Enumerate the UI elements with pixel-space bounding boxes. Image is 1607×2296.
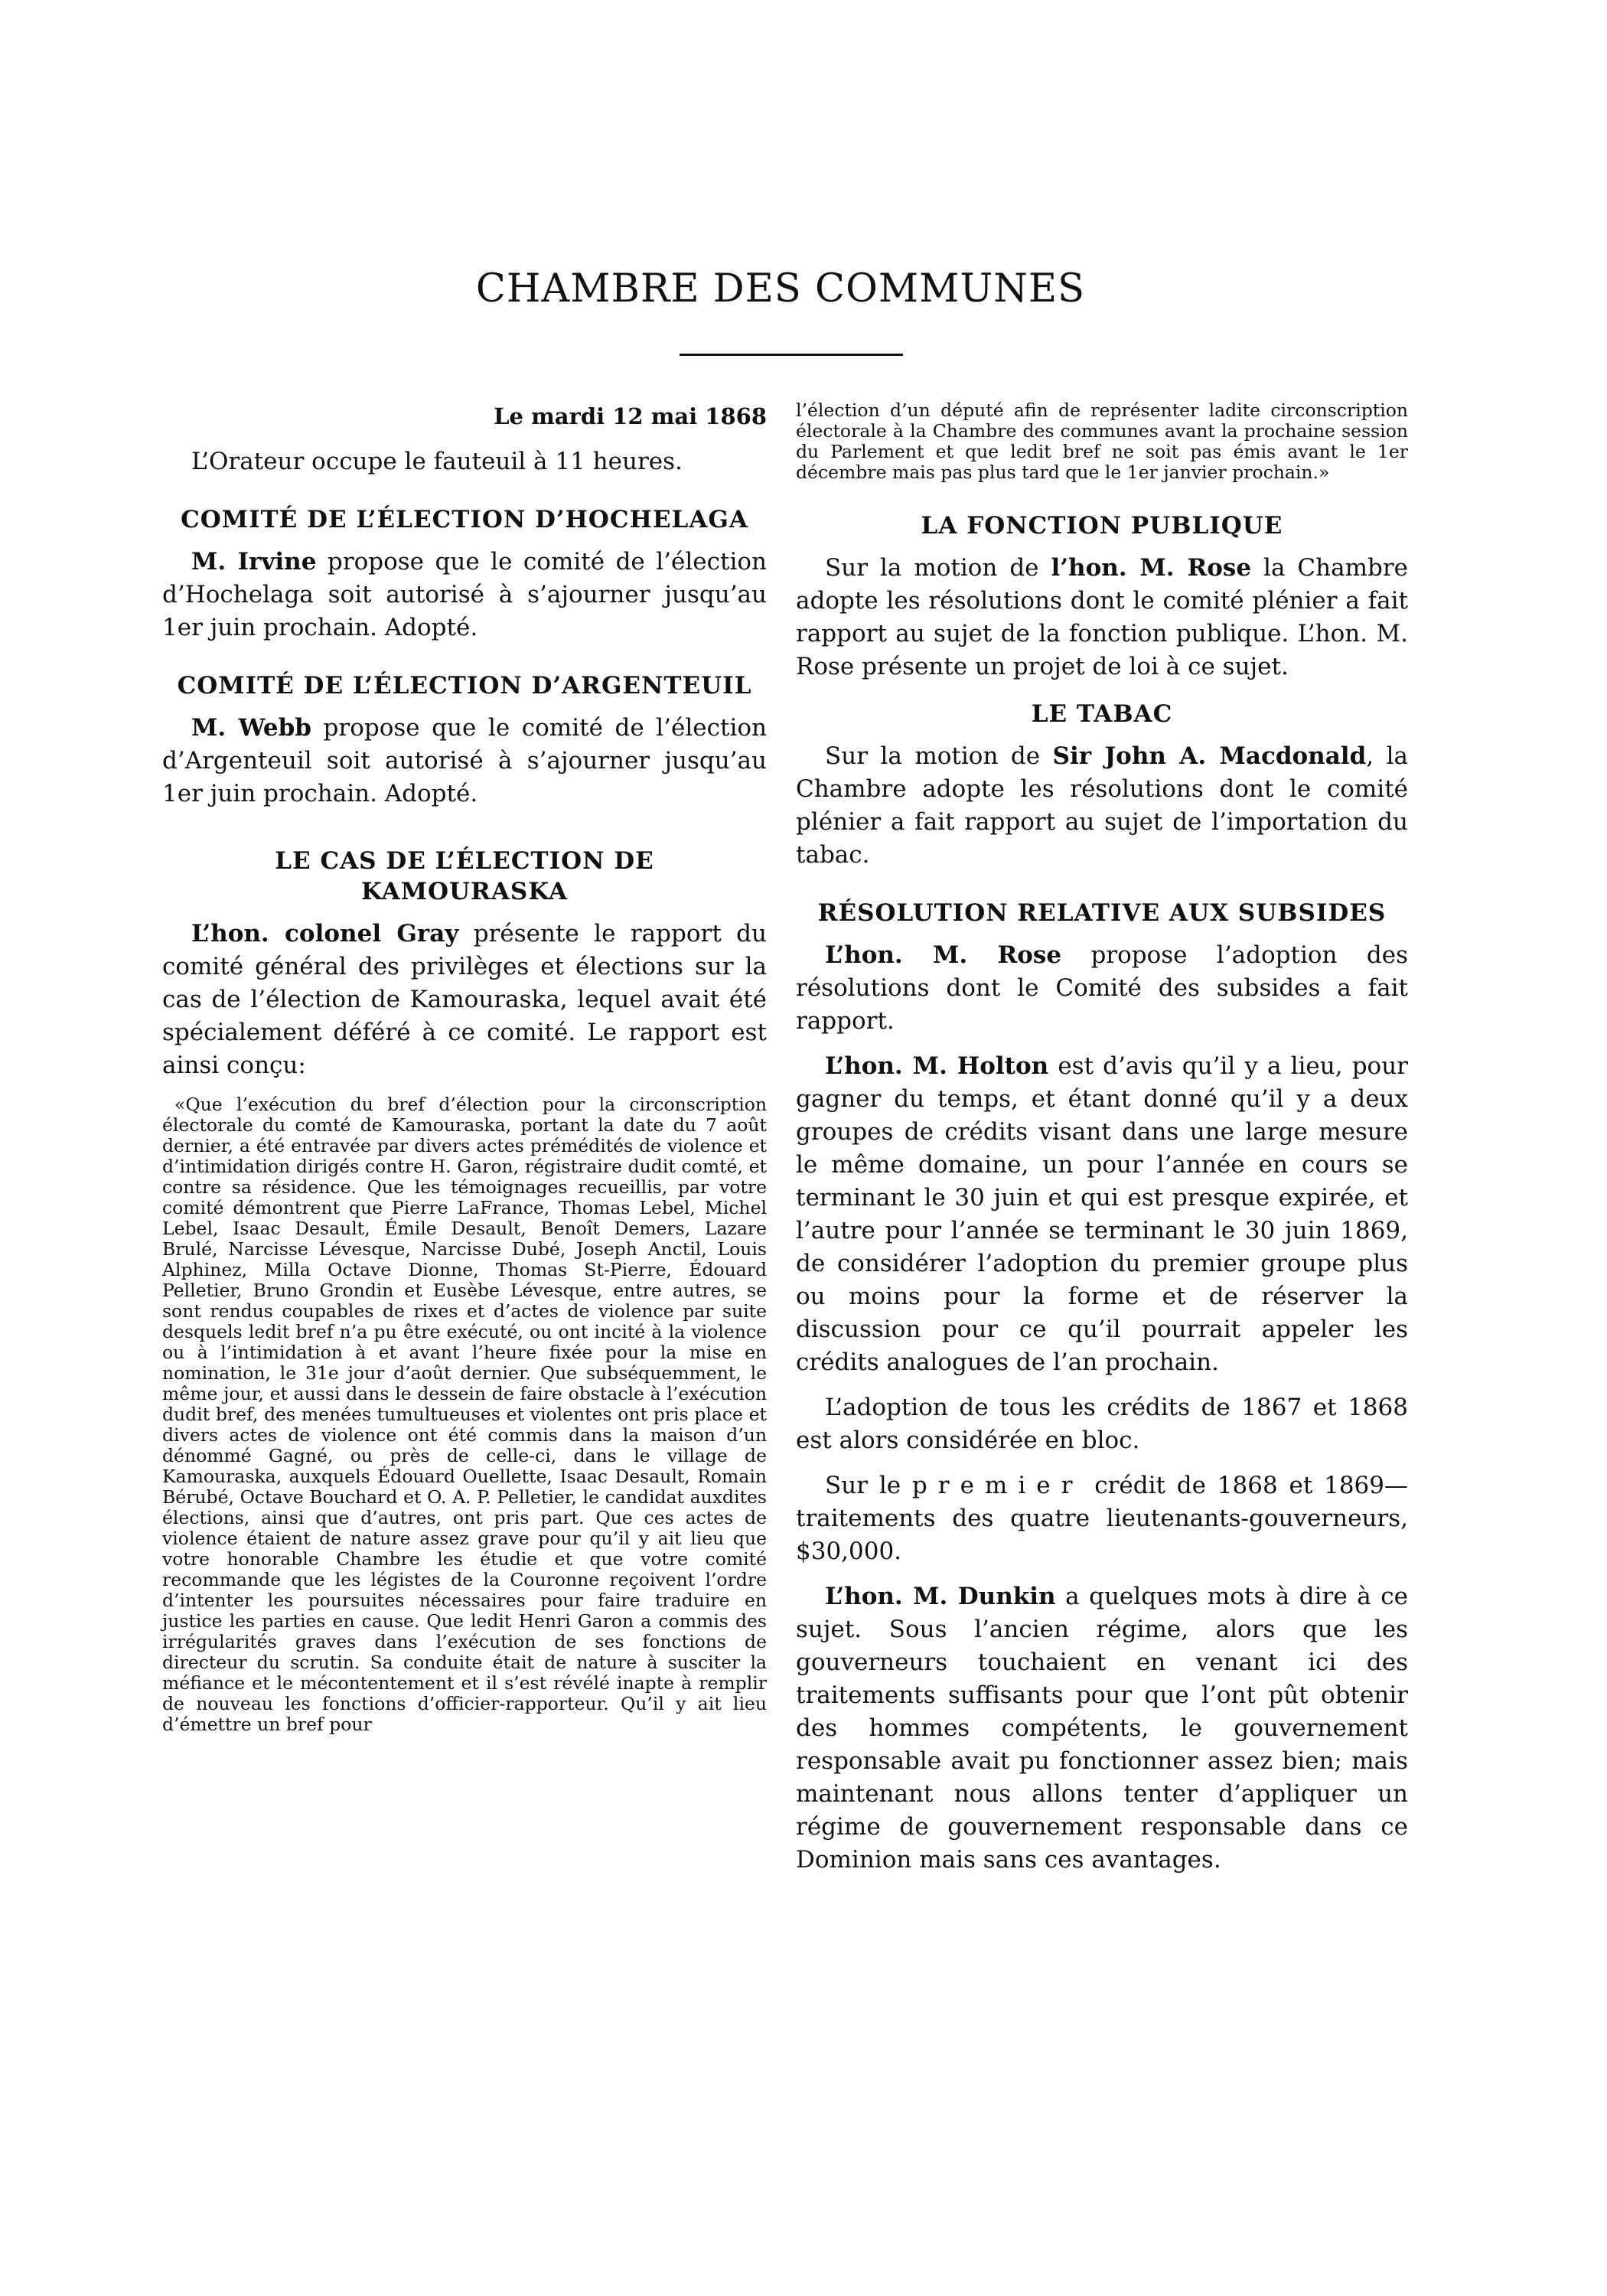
spaced-word: premier <box>911 1472 1084 1499</box>
left-column <box>162 400 767 1747</box>
committee-report: «Que l’exécution du bref d’élection pour la circonscription électorale du comté de Kamouraska, portant la date du 7 août dernier, a été entravée par divers actes prémédités de violence et d’intimidation dirigés contre H. Garon, régistraire dudit comté, et contre sa résidence. Que les témoignages recueillis, par votre comité démontrent que Pierre LaFrance, Thomas Lebel, Michel Lebel, Isaac Desault, Émile Desault, Benoît Demers, Lazare Brulé, Narcisse Lévesque, Narcisse Dubé, Joseph Anctil, Louis Alphinez, Milla Octave Dionne, Thomas St-Pierre, Édouard Pelletier, Bruno Grondin et Eusèbe Lévesque, entre autres, se sont rendus coupables de rixes et d’actes de violence par suite desquels ledit bref n’a pu être exécuté, ou ont incité à la violence ou à l’intimidation à et avant l’heure fixée pour la mise en nomination, le 31e jour d’août dernier. Que subséquemment, le même jour, et aussi dans le dessein de faire obstacle à l’exécution dudit bref, des menées tumultueuses et violentes ont pris place et divers actes de violence ont été commis dans la maison d’un dénommé Gagné, ou près de celle-ci, dans le village de Kamouraska, auxquels Édouard Ouellette, Isaac Desault, Romain Bérubé, Octave Bouchard et O. A. P. Pelletier, le candidat auxdites élections, ainsi que d’autres, ont pris part. Que ces actes de violence étaient de nature assez grave pour qu’il y ait lieu que votre honorable Chambre les étudie et que votre comité recommande que les légistes de la Couronne reçoivent l’ordre d’intenter les poursuites nécessaires pour faire traduire en justice les parties en cause. Que ledit Henri Garon a commis des irrégularités graves dans l’exécution de ses fonctions de directeur du scrutin. Sa conduite était de nature à susciter la méfiance et le mécontentement et il s’est révélé inapte à remplir de nouveau les fonctions d’officier-rapporteur. Qu’il y ait lieu d’émettre un bref pour <box>162 1094 767 1735</box>
heading-argenteuil: COMITÉ DE L’ÉLECTION D’ARGENTEUIL <box>177 672 752 700</box>
speaker-name: L’hon. M. Dunkin <box>825 1583 1056 1610</box>
paragraph-tabac <box>796 740 1408 872</box>
speaker-name: M. Webb <box>191 714 311 742</box>
speaker-name: L’hon. M. Holton <box>825 1052 1049 1080</box>
heading-line: KAMOURASKA <box>360 878 569 905</box>
paragraph-text: , la Chambre adopte les résolutions dont le comité plénier a fait rapport au sujet de l’importation du tabac. <box>796 742 1408 869</box>
paragraph-text: la Chambre adopte les résolutions dont le comité plénier a fait rapport au sujet de la fonction publique. L’hon. M. Rose présente un projet de loi à ce sujet. <box>796 554 1408 680</box>
paragraph-subsides-5 <box>796 1580 1408 1877</box>
paragraph-fonction-publique <box>796 552 1408 683</box>
heading-fonction-publique: LA FONCTION PUBLIQUE <box>921 512 1283 540</box>
right-column <box>796 400 1408 1889</box>
speaker-name: M. Irvine <box>191 548 317 576</box>
paragraph-text: a quelques mots à dire à ce sujet. Sous l’ancien régime, alors que les gouverneurs touchaient en venant ici des traitements suffisants pour que l’ont pût obtenir des hommes compétents, le gouvernement responsable avait pu fonctionner assez bien; mais maintenant nous allons tenter d’appliquer un régime de gouvernement responsable dans ce Dominion mais sans ces avantages. <box>796 1583 1408 1874</box>
speaker-name: L’hon. M. Rose <box>825 941 1062 969</box>
heading-hochelaga: COMITÉ DE L’ÉLECTION D’HOCHELAGA <box>181 506 748 533</box>
paragraph-argenteuil <box>162 712 767 810</box>
paragraph-text: propose l’adoption des résolutions dont le Comité des subsides a fait rapport. <box>796 941 1408 1035</box>
paragraph-text: Sur le <box>825 1472 912 1499</box>
heading-line: LE CAS DE L’ÉLECTION DE <box>275 847 654 875</box>
paragraph-text: crédit de 1868 et 1869—traitements des quatre lieutenants-gouverneurs, $30,000. <box>796 1472 1408 1565</box>
title-rule <box>680 354 903 356</box>
paragraph-subsides-1 <box>796 939 1408 1038</box>
speaker-name: l’hon. M. Rose <box>1051 554 1252 582</box>
paragraph-subsides-3: L’adoption de tous les crédits de 1867 et 1868 est alors considérée en bloc. <box>796 1394 1408 1454</box>
heading-kamouraska <box>162 846 767 907</box>
sitting-date: Le mardi 12 mai 1868 <box>494 403 767 429</box>
page-title: CHAMBRE DES COMMUNES <box>475 266 1086 311</box>
paragraph-text: est d’avis qu’il y a lieu, pour gagner du temps, et étant donné qu’il y a deux groupes de crédits visant dans une large mesure le même domaine, un pour l’année en cours se terminant le 30 juin et qui est presque expirée, et l’autre pour l’année se terminant le 30 juin 1869, de considérer l’adoption du premier groupe plus ou moins pour la forme et de réserver la discussion pour ce qu’il pourrait appeler les crédits analogues de l’an prochain. <box>796 1052 1408 1376</box>
paragraph-subsides-4 <box>796 1469 1408 1568</box>
heading-subsides: RÉSOLUTION RELATIVE AUX SUBSIDES <box>817 899 1387 927</box>
paragraph-text: propose que le comité de l’élection d’Argenteuil soit autorisé à s’ajourner jusqu’au 1er juin prochain. Adopté. <box>162 714 767 807</box>
paragraph-text: Sur la motion de <box>825 554 1051 582</box>
heading-tabac: LE TABAC <box>1031 700 1173 728</box>
paragraph-text: présente le rapport du comité général des privilèges et élections sur la cas de l’élection de Kamouraska, lequel avait été spécialement déféré à ce comité. Le rapport est ainsi conçu: <box>162 920 767 1079</box>
paragraph-hochelaga <box>162 546 767 644</box>
paragraph-kamouraska <box>162 918 767 1082</box>
paragraph-subsides-2 <box>796 1050 1408 1379</box>
committee-report-continued: l’élection d’un député afin de représenter ladite circonscription électorale à la Chambre des communes avant la prochaine session du Parlement et que ledit bref ne soit pas émis avant le 1er décembre mais pas plus tard que le 1er janvier prochain.» <box>796 400 1408 483</box>
speaker-name: L’hon. colonel Gray <box>191 920 459 947</box>
paragraph-text: Sur la motion de <box>825 742 1053 770</box>
paragraph-text: propose que le comité de l’élection d’Hochelaga soit autorisé à s’ajourner jusqu’au 1er juin prochain. Adopté. <box>162 548 767 641</box>
opening-paragraph: L’Orateur occupe le fauteuil à 11 heures. <box>191 448 683 475</box>
speaker-name: Sir John A. Macdonald <box>1052 742 1367 770</box>
